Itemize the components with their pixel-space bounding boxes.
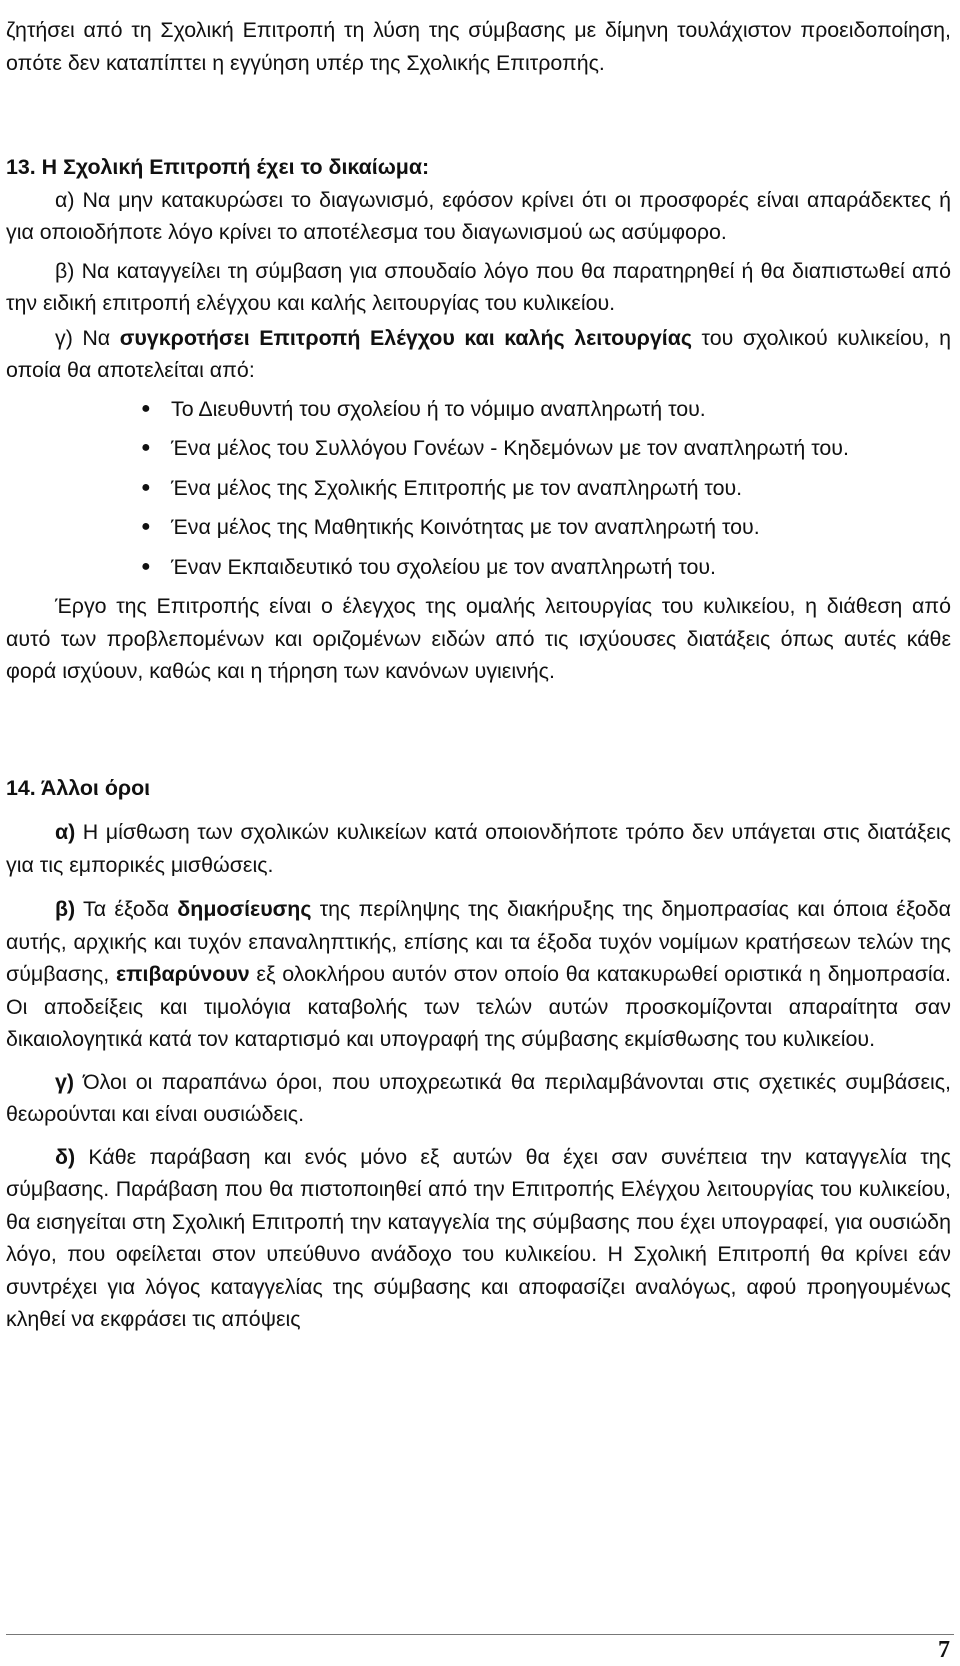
section-13-item-a: α) Να μην κατακυρώσει το διαγωνισμό, εφόσον κρίνει ότι οι προσφορές είναι απαράδεκτες ή για οποιοδήποτε λόγο κρίνει το αποτέλεσμα του διαγωνισμού ως ασύμφορο. xyxy=(6,187,951,244)
item-c-suffix: του σχολικού κυλικείου, η οποία θα αποτελείται από: xyxy=(6,325,951,382)
document-page xyxy=(6,14,951,1336)
bullet-icon: ● xyxy=(141,518,151,535)
member-text: Ένα μέλος της Σχολικής Επιτροπής με τον αναπληρωτή του. xyxy=(171,475,743,500)
bullet-icon: ● xyxy=(141,557,151,575)
section-14-heading: 14. Άλλοι όροι xyxy=(6,775,151,800)
member-text: Το Διευθυντή του σχολείου ή το νόμιμο αναπληρωτή του. xyxy=(171,396,706,421)
bullet-icon: ● xyxy=(141,439,151,456)
item-c-text: Όλοι οι παραπάνω όροι, που υποχρεωτικά θα περιλαμβάνονται στις σχετικές συμβάσεις, θεωρούνται και είναι ουσιώδεις. xyxy=(6,1069,951,1126)
item-c-prefix: γ) Να xyxy=(55,325,120,350)
item-c-bold-text: συγκροτήσει Επιτροπή Ελέγχου και καλής λειτουργίας xyxy=(119,325,692,350)
item-a-label: α) xyxy=(55,820,76,844)
list-item xyxy=(6,472,951,505)
member-text: Ένα μέλος της Μαθητικής Κοινότητας με τον αναπληρωτή του. xyxy=(171,515,760,539)
list-item xyxy=(6,393,951,426)
member-text: Ένα μέλος του Συλλόγου Γονέων - Κηδεμόνων με τον αναπληρωτή του. xyxy=(171,436,849,460)
item-d-text: Κάθε παράβαση και ενός μόνο εξ αυτών θα έχει σαν συνέπεια την καταγγελία της σύμβασης. Παράβαση που θα πιστοποιηθεί από την Επιτροπής Ελέγχου λειτουργίας του κυλικείου, θα εισηγείται στη Σχολική Επιτροπή την καταγγελία της σύμβασης που έχει υπογραφεί, για ουσιώδη λόγο, που οφείλεται στον υπεύθυνο ανάδοχο του κυλικείου. Η Σχολική Επιτροπή θα κρίνει εάν συντρέχει για λόγος καταγγελίας της σύμβασης και αποφασίζει αναλόγως, αφού προηγουμένως κληθεί να εκφράσει τις απόψεις xyxy=(6,1144,951,1331)
member-text: Έναν Εκπαιδευτικό του σχολείου με τον αναπληρωτή του. xyxy=(171,554,716,579)
item-c-label: γ) xyxy=(55,1069,75,1094)
section-13-heading: 13. Η Σχολική Επιτροπή έχει το δικαίωμα: xyxy=(6,155,430,179)
footer-divider xyxy=(6,1634,954,1635)
item-b-bold-2: επιβαρύνουν xyxy=(116,962,250,986)
list-item xyxy=(6,432,951,465)
section-14-item-d xyxy=(6,1141,951,1336)
section-14-item-c xyxy=(6,1066,951,1131)
item-b-label: β) xyxy=(55,897,76,921)
page-number: 7 xyxy=(938,1637,950,1663)
item-b-text-2: της περίληψης της διακήρυξης της δημοπρασίας και όποια έξοδα αυτής, αρχικής και τυχόν επαναληπτικής, επίσης και τα έξοδα τυχόν νομίμων κρατήσεων τελών της σύμβασης, xyxy=(6,897,951,986)
item-b-bold-1: δημοσίευσης xyxy=(177,897,312,921)
section-14-item-a xyxy=(6,816,951,881)
bullet-icon: ● xyxy=(141,399,151,417)
committee-members-list xyxy=(6,393,951,584)
item-a-text: Η μίσθωση των σχολικών κυλικείων κατά οποιονδήποτε τρόπο δεν υπάγεται στις διατάξεις για τις εμπορικές μισθώσεις. xyxy=(6,820,951,877)
section-14-item-b xyxy=(6,893,951,1056)
section-13-item-b: β) Να καταγγείλει τη σύμβαση για σπουδαίο λόγο που θα παρατηρηθεί ή θα διαπιστωθεί από την ειδική επιτροπή ελέγχου και καλής λειτουργίας του κυλικείου. xyxy=(6,258,951,315)
section-13-item-c xyxy=(6,322,951,387)
continuation-paragraph: ζητήσει από τη Σχολική Επιτροπή τη λύση της σύμβασης με δίμηνη τουλάχιστον προειδοποίηση, οπότε δεν καταπίπτει η εγγύηση υπέρ της Σχολικής Επιτροπής. xyxy=(6,18,951,75)
bullet-icon: ● xyxy=(141,478,151,496)
list-item xyxy=(6,511,951,544)
committee-task-paragraph: Έργο της Επιτροπής είναι ο έλεγχος της ομαλής λειτουργίας του κυλικείου, η διάθεση από αυτό των προβλεπομένων και οριζομένων ειδών από τις ισχύουσες διατάξεις όπως αυτές κάθε φορά ισχύουν, καθώς και η τήρηση των κανόνων υγιεινής. xyxy=(6,594,951,683)
item-b-text-3: εξ ολοκλήρου αυτόν στον οποίο θα κατακυρωθεί οριστικά η δημοπρασία. Οι αποδείξεις και τιμολόγια καταβολής των τελών αυτών προσκομίζονται απαραίτητα σαν δικαιολογητικά κατά τον καταρτισμό και υπογραφή της σύμβασης εκμίσθωσης του κυλικείου. xyxy=(6,962,951,1051)
item-b-text-1: Τα έξοδα xyxy=(75,897,178,921)
list-item xyxy=(6,551,951,584)
item-d-label: δ) xyxy=(55,1144,76,1169)
